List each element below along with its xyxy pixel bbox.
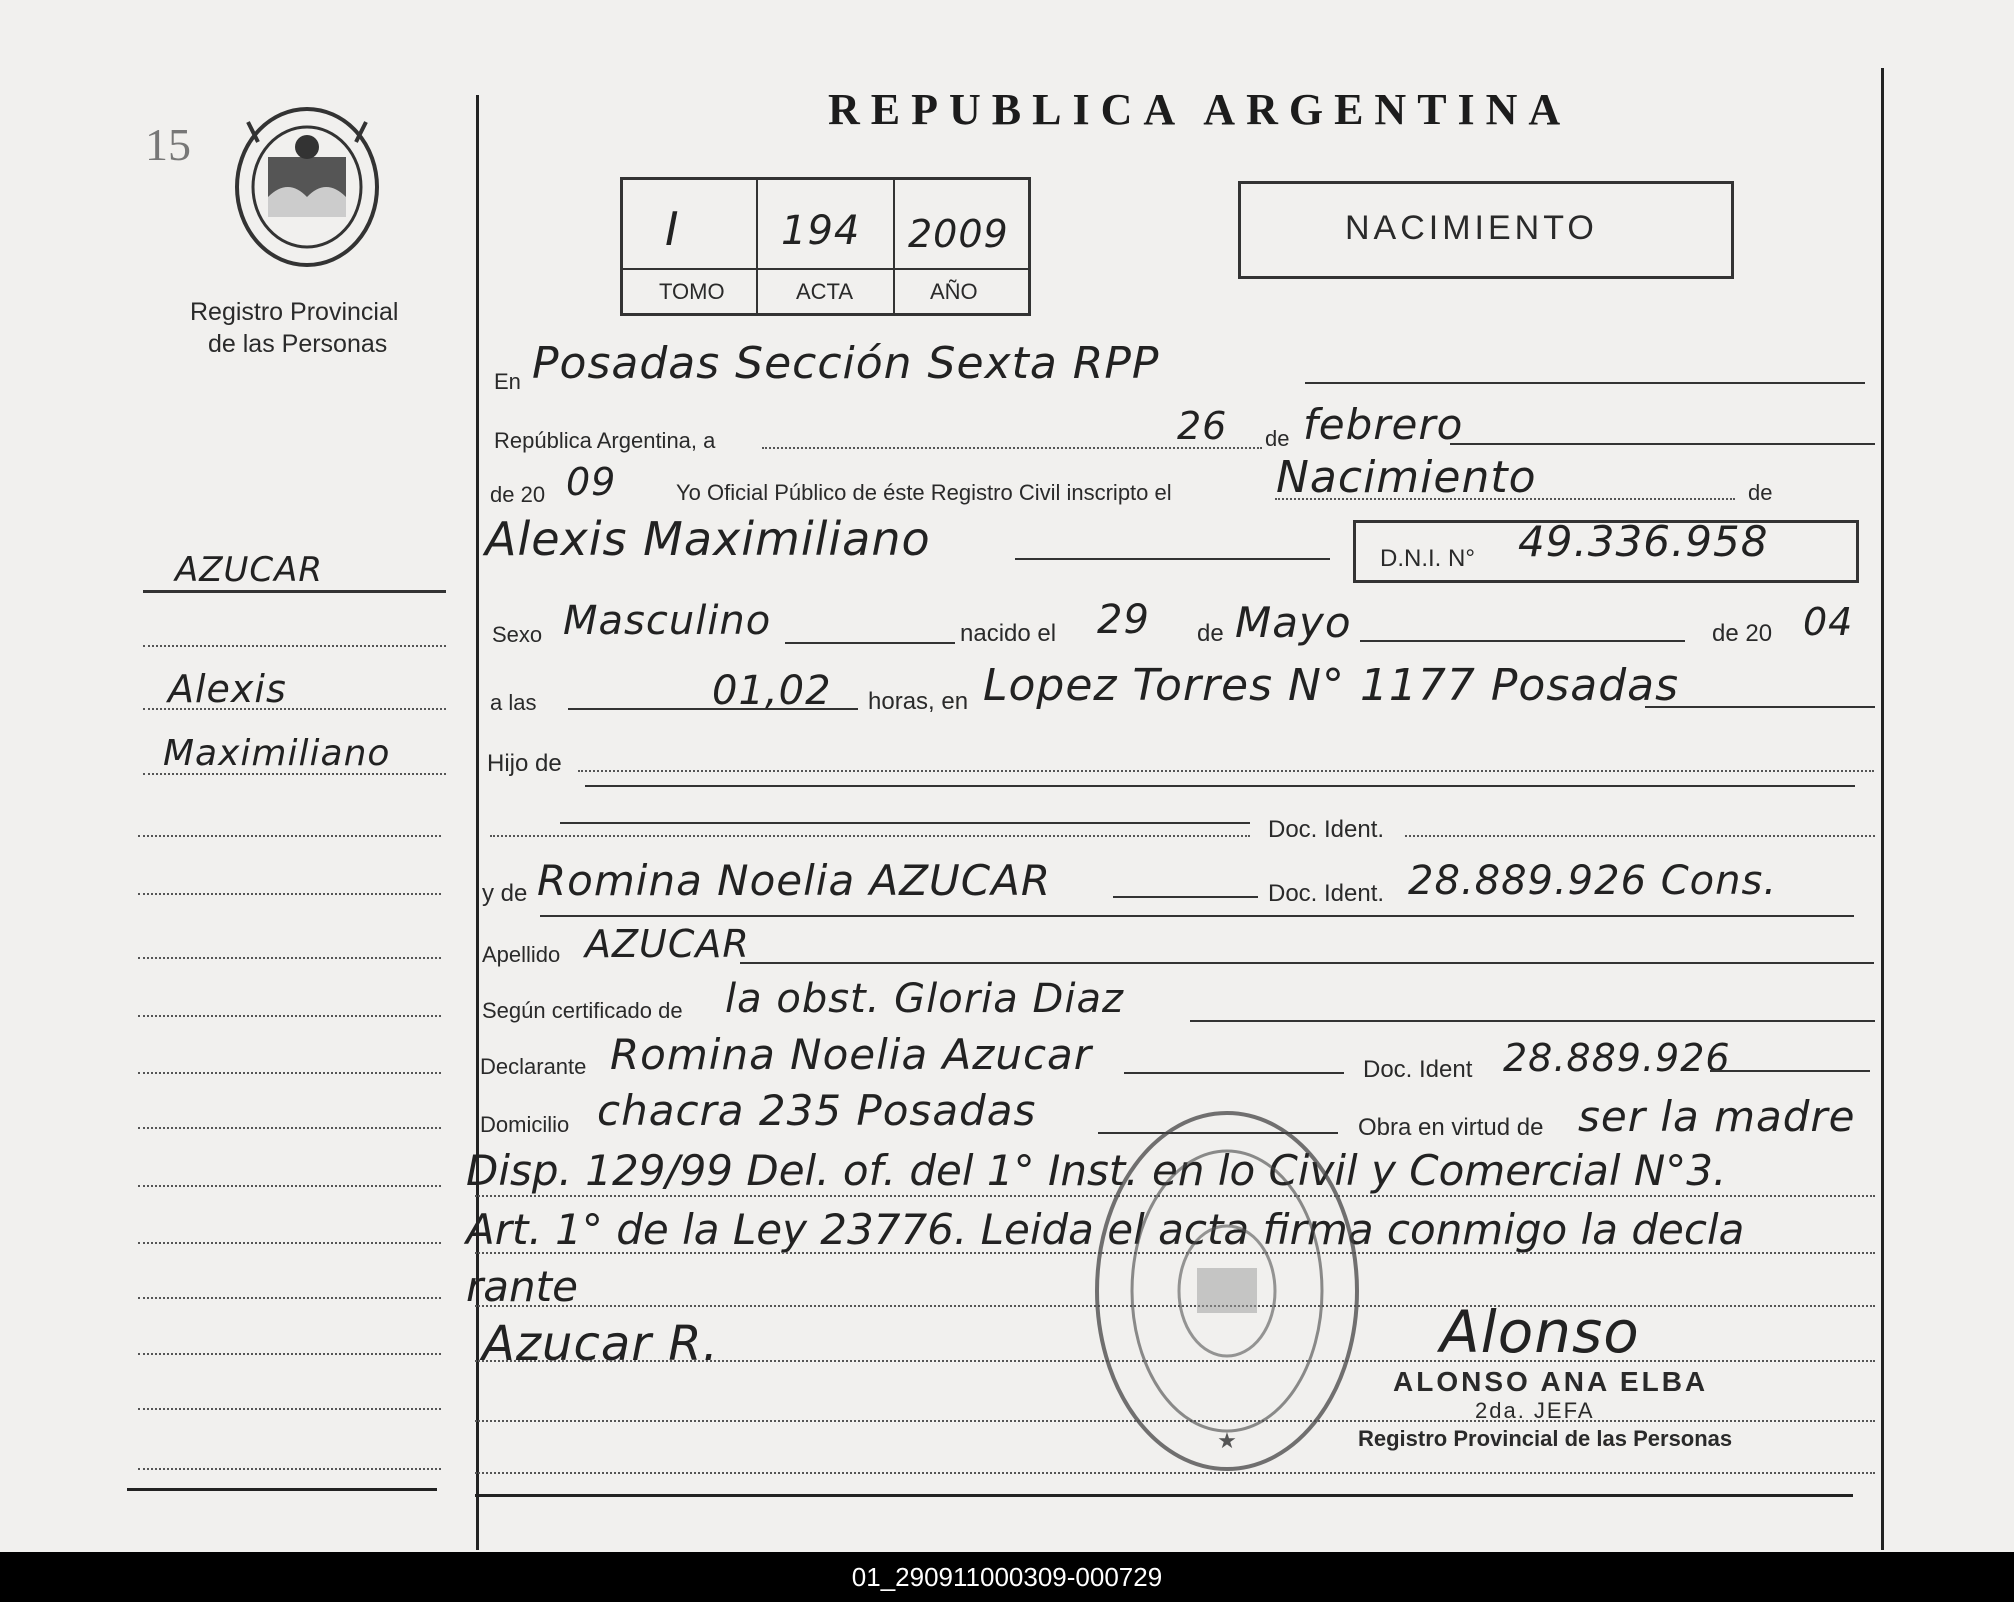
full-name-line [1015,558,1330,560]
place-value: Posadas Sección Sexta RPP [532,338,1160,389]
official-title: 2da. JEFA [1475,1398,1595,1423]
birth-year-suffix-value: 04 [1803,600,1854,644]
margin-line [143,590,446,593]
document-id-bar [0,1552,2014,1602]
margin-given-name-line1: Alexis [168,667,287,711]
apellido-line [740,962,1874,964]
month-line [1450,443,1875,445]
margin-line [138,1353,441,1355]
margin-line [138,957,441,959]
inscription-line [1275,498,1735,500]
place-line [1305,382,1865,384]
declarante-doc-value: 28.889.926 [1503,1036,1731,1080]
doc-ident-label-3: Doc. Ident [1363,1056,1473,1083]
year-suffix-value: 09 [566,460,617,504]
margin-line [143,645,446,647]
nacido-label: nacido el [960,620,1057,647]
sexo-label: Sexo [492,622,543,647]
father-line-2 [585,785,1855,787]
notes-line-1: Disp. 129/99 Del. of. del 1° Inst. en lo Civil y Comercial N°3. [466,1146,1727,1195]
doc-ident-label-2: Doc. Ident. [1268,880,1385,907]
obra-label: Obra en virtud de [1358,1114,1544,1141]
father-doc-value-line [1405,835,1875,837]
anio-label: AÑO [930,279,978,304]
margin-line [138,835,441,837]
mother-name-value: Romina Noelia AZUCAR [537,856,1052,905]
record-type-box [1238,181,1734,279]
birth-month-value: Mayo [1235,598,1352,647]
margin-line [138,1408,441,1410]
margin-line [143,708,446,710]
father-line [578,770,1874,772]
official-signature: Alonso [1440,1298,1640,1366]
horas-label: horas, en [868,688,969,715]
father-doc-dots [490,835,1250,837]
mother-doc-value: 28.889.926 Cons. [1408,858,1778,904]
declarante-line [1124,1072,1344,1074]
declarante-label: Declarante [480,1054,587,1079]
apellido-label: Apellido [482,942,561,967]
oficial-label: Yo Oficial Público de éste Registro Civil inscripto el [676,480,1172,505]
republica-label: República Argentina, a [494,428,716,453]
doc-ident-label: Doc. Ident. [1268,816,1385,843]
sexo-value: Masculino [563,598,772,644]
birth-month-line [1360,640,1685,642]
acta-label: ACTA [796,279,854,304]
margin-line [138,1185,441,1187]
birth-time-value: 01,02 [712,668,832,714]
margin-line [138,1072,441,1074]
frame-bottom-rule [475,1494,1853,1497]
provincial-seal-icon [228,102,386,272]
certificado-line [1190,1020,1875,1022]
record-number-box [620,177,1031,316]
year-prefix-label: de 20 [490,482,546,507]
apellido-value: AZUCAR [585,922,750,966]
margin-line [143,773,446,775]
yde-label: y de [482,880,528,907]
day-value: 26 [1177,404,1228,448]
hijo-label: Hijo de [487,750,562,777]
de-label: de [1265,426,1290,451]
mother-name-line [1113,896,1258,898]
declarante-doc-line [1710,1070,1870,1072]
margin-line [138,893,441,895]
margin-bottom-rule [127,1488,437,1491]
registry-name-line2: de las Personas [208,330,388,358]
dni-box [1353,517,1859,583]
dni-value: 49.336.958 [1518,517,1769,566]
de-label-3: de [1197,620,1224,647]
inscription-type-value: Nacimiento [1276,452,1537,503]
birth-place-line [1645,706,1875,708]
country-title: REPUBLICA ARGENTINA [828,85,1572,134]
margin-line [138,1127,441,1129]
margin-given-name-line2: Maximiliano [163,733,391,774]
alas-label: a las [490,690,537,715]
official-name: ALONSO ANA ELBA [1393,1366,1709,1397]
document-id: 01_290911000309-000729 [851,1562,1163,1592]
declarante-value: Romina Noelia Azucar [610,1030,1093,1079]
official-stamp [1092,1108,1362,1474]
sexo-line [785,642,955,644]
frame-left-rule [476,95,479,1550]
birth-place-value: Lopez Torres N° 1177 Posadas [983,660,1680,711]
tomo-label: TOMO [659,279,725,304]
margin-line [138,1015,441,1017]
certificado-value: la obst. Gloria Diaz [725,976,1124,1022]
acta-value: 194 [781,208,861,254]
registry-name-line1: Registro Provincial [190,298,399,326]
dni-label: D.N.I. N° [1380,545,1475,572]
margin-line [138,1297,441,1299]
notes-line-3: rante [466,1262,578,1311]
frame-right-rule [1881,68,1884,1550]
margin-line [138,1242,441,1244]
notes-line-2: Art. 1° de la Ley 23776. Leida el acta firma conmigo la decla [466,1205,1745,1254]
svg-text:★: ★ [1217,1429,1237,1454]
domicilio-label: Domicilio [480,1112,570,1137]
full-name-value: Alexis Maximiliano [485,512,931,566]
margin-surname: AZUCAR [175,550,324,590]
record-type-label: NACIMIENTO [1345,209,1598,247]
domicilio-value: chacra 235 Posadas [597,1086,1037,1135]
month-value: febrero [1303,400,1464,449]
official-office: Registro Provincial de las Personas [1358,1426,1733,1451]
segun-label: Según certificado de [482,998,683,1023]
margin-line [138,1468,441,1470]
anio-value: 2009 [908,212,1009,256]
declarante-signature: Azucar R. [482,1316,719,1372]
de20-label: de 20 [1712,620,1773,647]
tomo-value: I [665,202,680,256]
father-doc-line [560,822,1250,824]
en-label: En [494,369,521,394]
de-label-2: de [1748,480,1773,505]
mother-line [540,915,1854,917]
obra-value: ser la madre [1578,1092,1856,1141]
page-number: 15 [145,119,191,170]
birth-day-value: 29 [1097,597,1150,643]
